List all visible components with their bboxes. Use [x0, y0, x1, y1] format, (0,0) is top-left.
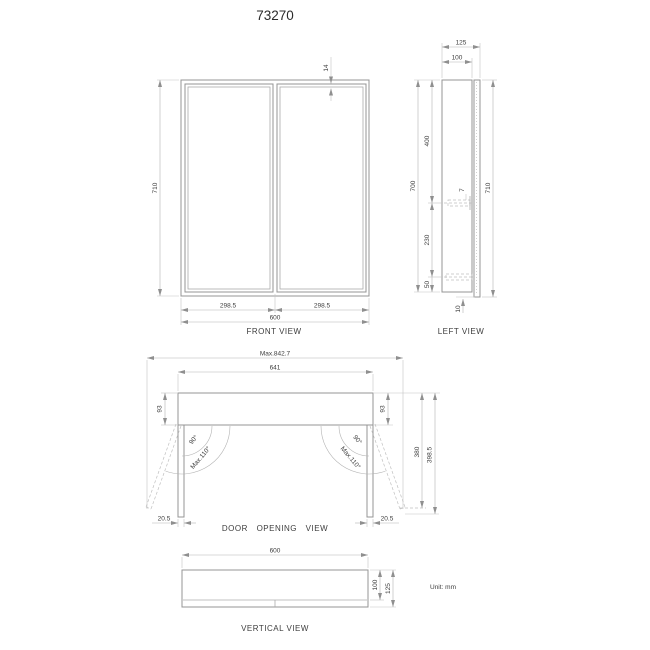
left-view	[410, 40, 497, 337]
dim-value: 100	[372, 579, 379, 591]
dim-right-door-depth	[374, 393, 440, 425]
door-opening-view-label: DOOR OPENING VIEW	[221, 524, 329, 533]
hidden-line	[375, 424, 405, 507]
dim-value: 125	[455, 39, 467, 47]
dim-value: 380	[414, 446, 421, 458]
dim-value: 20.5	[157, 515, 171, 523]
dim-value: 710	[152, 182, 159, 194]
dim-value: 7	[459, 188, 466, 192]
dim-open-depth	[400, 393, 439, 514]
drawing-title: 73270	[256, 8, 294, 23]
dim-left-door-thickness	[152, 516, 196, 528]
door-opening-view	[146, 351, 440, 534]
dim-value: 20.5	[380, 515, 394, 523]
left-view-label: LEFT VIEW	[437, 327, 485, 336]
dim-bottom-gap	[455, 297, 475, 313]
dim-value: 298.5	[313, 302, 331, 310]
unit-note: Unit: mm	[430, 584, 456, 591]
dim-height-700	[410, 80, 418, 292]
hidden-line	[370, 426, 400, 509]
dim-widths	[181, 294, 369, 325]
right-door-inner-frame	[280, 87, 363, 289]
hidden-line	[146, 424, 176, 507]
left-door-panel	[185, 84, 273, 292]
angle-label: 90°	[351, 434, 363, 447]
dim-value: 10	[455, 305, 462, 313]
dim-value: 100	[451, 54, 463, 62]
dim-height-710-side	[482, 80, 497, 297]
dim-value: 710	[485, 182, 492, 194]
left-door-inner-frame	[188, 87, 270, 289]
dim-value: 14	[323, 64, 330, 72]
side-panel-outline	[442, 80, 472, 292]
dim-right-door-thickness	[355, 516, 399, 528]
right-door-open-90	[367, 425, 373, 517]
hinge-detail-top	[444, 188, 473, 210]
dim-left-door-depth	[157, 393, 178, 425]
angle-label: Max.110°	[338, 445, 362, 471]
dim-value: 398.5	[426, 446, 434, 464]
dim-value: 93	[379, 405, 387, 413]
angle-label: Max.110°	[189, 445, 213, 471]
dim-value: 93	[156, 405, 164, 413]
dim-value: 400	[424, 135, 431, 147]
dim-height-710	[152, 80, 179, 296]
dim-hinge-chain	[414, 80, 443, 292]
vertical-view	[182, 548, 396, 634]
cabinet-top-outline	[178, 393, 373, 425]
right-door-panel	[277, 84, 366, 292]
left-door-open-110	[146, 424, 181, 509]
front-view	[152, 57, 369, 336]
vertical-view-label: VERTICAL VIEW	[241, 624, 309, 633]
dim-value: Max.842.7	[259, 350, 291, 358]
door-edge-strip	[474, 80, 480, 297]
dim-depths	[442, 40, 480, 79]
left-door-open-90	[178, 425, 184, 517]
hidden-line	[151, 426, 181, 509]
cabinet-outline	[181, 80, 369, 296]
front-view-label: FRONT VIEW	[246, 327, 302, 336]
hinge-detail-bottom	[444, 274, 473, 280]
dim-value: 600	[269, 547, 281, 555]
dim-value: 230	[424, 234, 431, 246]
dim-value: 298.5	[219, 302, 237, 310]
dim-value: 700	[410, 180, 417, 192]
dim-value: 600	[269, 314, 281, 322]
angle-label: 90°	[188, 434, 200, 447]
dim-frame-top	[323, 57, 331, 101]
right-door-open-110	[370, 424, 405, 509]
dim-value: 641	[269, 364, 281, 372]
dim-value: 125	[385, 583, 392, 594]
dim-value: 50	[424, 280, 431, 289]
